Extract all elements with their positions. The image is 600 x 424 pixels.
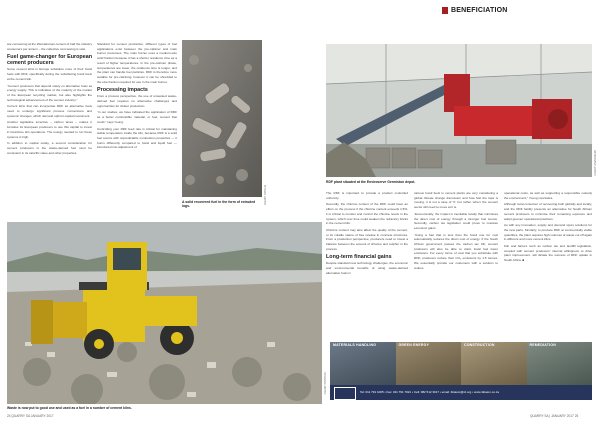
- ad-contact-details: Tel: 011 791 1005 • Fax: 011 791 7021 • Cell: 082 512 3917 • email: 4ktasm@icl.org • www.4ktasm.co.za: [360, 390, 499, 394]
- ad-tile-remediation: [527, 342, 593, 385]
- ad-contact-bar: [330, 385, 592, 400]
- photo-caption-rdf-plant: RDF plant situated at the Enviroserve Germiston depot.: [326, 180, 416, 184]
- paragraph: Chlorine content may also affect the quality of the cement, or its volatile nature of free release in concrete structures. From a production perspective, producers need to invest a balance between the amount of chlorine and sulphur in the process.: [326, 227, 408, 251]
- advertisement[interactable]: [330, 342, 592, 400]
- paragraph: Another legislative incentive – carbon taxes – makes it lucrative for European producers to use this capital to invest in fossil-free kiln operations. The energy needed to run these systems is high.: [7, 120, 92, 139]
- section-marker: [442, 7, 448, 14]
- paragraph: In addition to capital outlay, a second consideration for cement producers is the waste-derived fuel must be consistent in its calorific value and other properties.: [7, 141, 92, 155]
- subheading-long-term-financial-gains: Long-term financial gains: [326, 254, 392, 261]
- paragraph: Standard for cement production, different types of fuel applications exist between the pre-calciner and main burner processes. The main burner uses a medium-size solid fraction because it has a shorter residence time as a result of higher temperatures. In the pre-calciner phase, temperatures are lower, the residence time is longer, and the plant can handle fuel particles, RDF is therefore more suitable for pre-calcining, however it can be shredded to the size fraction required for use in the main burner.: [97, 42, 177, 84]
- paragraph: Controlling your RDF feed rate is critical for maintaining stable temperature inside the kiln, because RDF is a solid fuel source with unpredictable combustion properties — it burns differently compared to fossil and liquid fuel — introduced into adjustment of: [97, 126, 177, 150]
- ad-tile-label: GREEN ENERGY: [398, 343, 430, 347]
- paragraph: “Cement producers that depend solely on alternative fuels as energy supply. This is indicative of the maturity of the market of the European recycling market, but also highlights the technological advancement of the cement industry.”: [7, 83, 92, 102]
- photo-caption-logs: A solid recovered fuel in the form of extruded logs.: [182, 200, 256, 209]
- paragraph: “Using a fuel that is less than the fossil one for cost automatically reduces the direct cost of energy. If the South African government passes the carbon tax bill, cement producers will also be able to claim fossil fuel lower emissions. For every tonne of coal that you substitute with RDF, producers reduce their CO₂ emissions by 1.5 tonnes. We essentially provide our customers with a solution to reduce: [414, 232, 498, 270]
- page-footer-left: 24 QUARRY SA JANUARY 2017: [7, 414, 54, 418]
- ad-tile-label: REMEDIATION: [529, 343, 556, 347]
- article-column-2: [97, 42, 177, 220]
- article-column-3: [326, 191, 408, 339]
- photo-caption-landfill: Waste is now put to good use and used as a fuel in a number of cement kilns.: [7, 406, 132, 410]
- ad-tile-label: CONSTRUCTION: [464, 343, 495, 347]
- paragraph: As with any innovation, supply and demand spurs solutions for the new parts. Similarly, to produce RDF at commercially viable quantities, the plant requires high volumes of waste cut off again in different and more cement kilns.: [504, 223, 592, 242]
- ad-tile-construction: [461, 342, 527, 385]
- paragraph: Although local consumer of recovering both globally and locally, and the RDF facility presents an alternative for South African cement producers to minimise their remaining exposure and adopt greener operational practices.: [504, 202, 592, 221]
- company-logo: [334, 387, 356, 400]
- paragraph: operational costs, as well as supporting a responsible custody the environment,” Young concludes.: [504, 191, 592, 200]
- paragraph: “Economically, the impact is inevitable locally that minimises the direct cost of energy through a stronger fuel source. Secondly, carbon tax legislation could prove to massive economic gains.: [414, 211, 498, 230]
- lead-paragraph: are consuming at the Wendelsman cement of half the industry consumers per annum – the collective cost saving is vast.: [7, 42, 92, 51]
- page-footer-right: QUARRY SA | JANUARY 2017 25: [530, 414, 579, 418]
- paragraph: The RDF is important to provide a product controlled uniformly.: [326, 191, 408, 200]
- paragraph: From a process perspective, the use of unwanted waste-derived fuel requires no alternative challenges and opportunities for clinker production.: [97, 94, 177, 108]
- paragraph: Some cement kilns in Europe substitute more of their fossil fuels with RDF, specifically during the substituting fossil fuels at the cement kiln.: [7, 67, 92, 81]
- section-banner: [442, 6, 592, 16]
- paragraph: Despite standard new technology challenges, the economic and environmental benefits of using waste-derived alternative fuels in: [326, 261, 408, 275]
- ad-tile-materials-handling: [330, 342, 396, 385]
- section-label: BENEFICIATION: [451, 7, 508, 14]
- photo-extruded-logs: [182, 40, 262, 197]
- article-column-4: [414, 191, 498, 339]
- paragraph: various fossil fuels in cement plants are very considering a global climate change discussion and how fast the tape is moving, it is not a case of 'if', but rather 'when' the cement sector will need to move at it is.: [414, 191, 498, 210]
- article-column-5: [504, 191, 592, 339]
- photo-rdf-plant: [326, 44, 592, 177]
- subheading-processing-impacts: Processing impacts: [97, 87, 148, 94]
- paragraph: Kiln and factors such as carbon tax and landfill legislation, coupled with cement producers' internal willingness to drive plant improvement, will dictate the success of RDF uptake in South Africa. ■: [504, 244, 592, 263]
- paragraph: Current kilns that can incorporate RDF as alternative fuels need to undergo significant process conversions and systemic changes, which demand upfront capital investment.: [7, 104, 92, 118]
- photo-credit: CREDIT: INSTITUTE: [324, 372, 327, 395]
- photo-credit: CREDIT: FOTOLIA: [264, 185, 267, 206]
- subheading-fuel-game-changer: Fuel game-changer for European cement producers: [7, 54, 92, 67]
- ad-tile-label: MATERIALS HANDLING: [333, 343, 377, 347]
- article-column-1: [7, 42, 92, 220]
- paragraph: “In our studies, we have indicated the application of RDF as a better combustible material, or fuel, cement that could,” says Young.: [97, 110, 177, 124]
- photo-credit: CREDIT: ENVIROSERV: [594, 150, 597, 176]
- paragraph: Secondly, the chlorine content of the RDF could have an effect on the process if the chlorine content exceeds 1.5%, it is critical to monitor and control the chlorine levels in the system, which over time could weaken the refractory bricks in the cement kiln.: [326, 202, 408, 226]
- ad-tile-green-energy: [396, 342, 462, 385]
- photo-landfill-bulldozer: [7, 222, 322, 404]
